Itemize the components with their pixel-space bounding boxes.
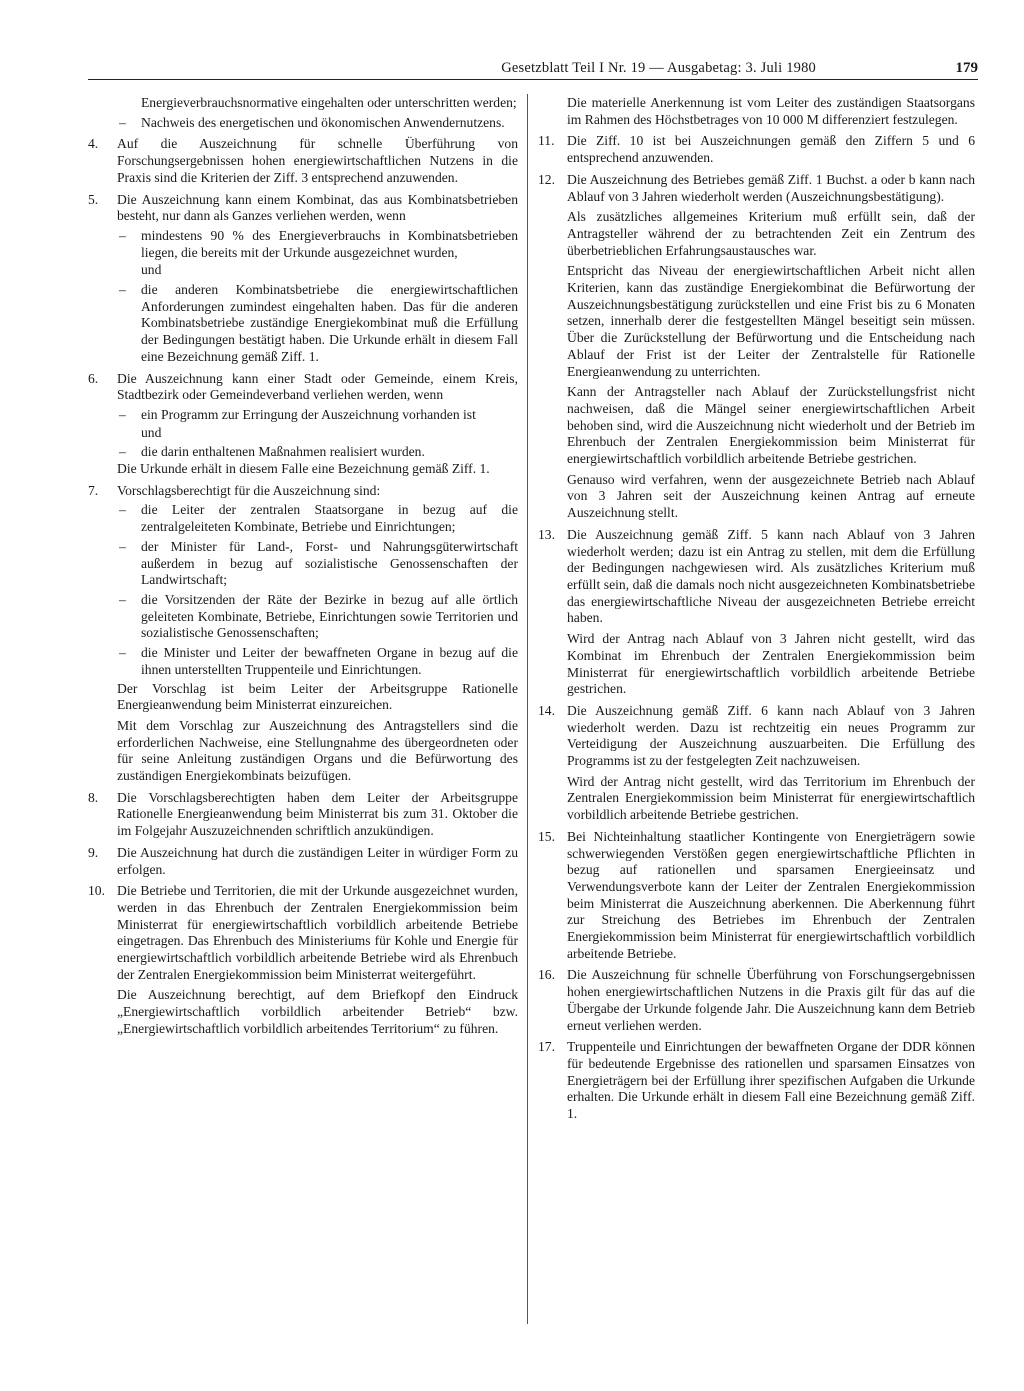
- item-text: Auf die Auszeichnung für schnelle Überführung von Forschungsergebnissen hohen energiewirtschaftlichen Nutzens in die Praxis sind die Kriterien der Ziff. 3 entsprechend anzuwenden.: [117, 136, 518, 185]
- item-number: 12.: [538, 171, 555, 187]
- item-number: 11.: [538, 133, 555, 149]
- item-text: Die Auszeichnung für schnelle Überführung von Forschungsergebnissen hohen energiewirtschaftlichen Nutzens in die Praxis gilt für das auf die Übergabe der Urkunde folgende Jahr. Die Auszeichnung kann dem Betrieb erneut verliehen werden.: [567, 967, 975, 1033]
- item-text: Die Betriebe und Territorien, die mit der Urkunde ausgezeichnet wurden, werden in das Ehrenbuch der Zentralen Energiekommission beim Ministerrat für energiewirtschaftlich vorbildlich arbeitende Betriebe eingetragen. Das Ehrenbuch des Ministeriums für Kohle und Energie für energiewirtschaftlich vorbildlich arbeitende Betriebe wird als Ehrenbuch der Zentralen Energiekommission beim Ministerrat weitergeführt.: [117, 883, 518, 982]
- section-item-13: [538, 527, 975, 698]
- section-item-9: [88, 845, 518, 878]
- item-number: 16.: [538, 967, 555, 983]
- section-item-7: [88, 483, 518, 785]
- item-text: Die Ziff. 10 ist bei Auszeichnungen gemäß den Ziffern 5 und 6 entsprechend anzuwenden.: [567, 133, 975, 166]
- section-item-12: [538, 172, 975, 522]
- item-number: 17.: [538, 1039, 555, 1055]
- continued-text: Energieverbrauchsnormative eingehalten oder unterschritten werden;: [141, 95, 517, 110]
- section-item-4: [88, 136, 518, 186]
- item-text: Die Auszeichnung gemäß Ziff. 5 kann nach Ablauf von 3 Jahren wiederholt werden; dazu ist ein Antrag zu stellen, mit dem die Erfüllung der Bedingungen nachgewiesen wird. Als zusätzliches Kriterium muß erfüllt sein, daß die damals noch nicht ausgezeichneten Kombinatsbetriebe das energiewirtschaftliche Niveau der ausgezeichneten Betriebe erreicht haben.: [567, 526, 975, 626]
- column-divider: [527, 94, 528, 1324]
- section-item-14: [538, 703, 975, 824]
- item-text: Die Urkunde erhält in diesem Falle eine Bezeichnung gemäß Ziff. 1.: [117, 461, 490, 477]
- item-text: Die Auszeichnung kann einem Kombinat, das aus Kombinatsbetrieben besteht, nur dann als Ganzes verliehen werden, wenn: [117, 191, 518, 224]
- conjunction: und: [141, 262, 162, 278]
- item-number: 10.: [88, 883, 105, 899]
- dash-item: – die anderen Kombinatsbetriebe die energiewirtschaftlichen Anforderungen zumindest eingehalten haben. Das für die anderen Kombinatsbetriebe zuständige Energiekombinat muß die Erfüllung der Bedingungen bestätigt haben. Die Urkunde erhält in diesem Fall eine Bezeichnung gemäß Ziff. 1.: [117, 282, 518, 366]
- item-text: Bei Nichteinhaltung staatlicher Kontingente von Energieträgern sowie schwerwiegenden Verstößen gegen energiewirtschaftliche Pflichten in bezug auf rationellen und sparsamen Energieeinsatz und Verwendungsverbote kann der Leiter der Zentralen Energiekommission beim Ministerrat die Auszeichnung aberkennen. Die Aberkennung führt zur Streichung des Betriebes im Ehrenbuch der Zentralen Energiekommission beim Ministerrat für energiewirtschaftlich vorbildlich arbeitende Betriebe.: [567, 828, 975, 961]
- item-text: Kann der Antragsteller nach Ablauf der Zurückstellungsfrist nicht nachweisen, daß die Mängel seiner energiewirtschaftlichen Arbeit behoben sind, wird die Auszeichnung nicht wiederholt und der Betrieb im Ehrenbuch der Zentralen Energiekommission beim Ministerrat für energiewirtschaftlich vorbildlich arbeitende Betriebe gestrichen.: [567, 384, 975, 467]
- dash-item: – die Minister und Leiter der bewaffneten Organe in bezug auf die ihnen unterstellten Truppenteile und Einrichtungen.: [117, 645, 518, 678]
- item-number: 6.: [88, 370, 99, 386]
- dash-item: – die Vorsitzenden der Räte der Bezirke in bezug auf alle örtlich geleiteten Kombinate, Betriebe, Einrichtungen sowie Territorien und sozialistische Genossenschaften;: [117, 592, 518, 642]
- item-text: Die Vorschlagsberechtigten haben dem Leiter der Arbeitsgruppe Rationelle Energieanwendung beim Ministerrat bis zum 31. Oktober die im Folgejahr Auszuzeichnenden schriftlich anzukündigen.: [117, 789, 518, 839]
- item-number: 8.: [88, 789, 99, 805]
- item-text: Mit dem Vorschlag zur Auszeichnung des Antragstellers sind die erforderlichen Nachweise, eine Stellungnahme des übergeordneten oder für seine Anleitung zuständigen Organs und die Befürwortung des zuständigen Energiekombinats beizufügen.: [117, 717, 518, 784]
- page-header: [88, 58, 978, 80]
- header-rule: [88, 79, 978, 80]
- page-title: Gesetzblatt Teil I Nr. 19 — Ausgabetag: 3. Juli 1980: [501, 60, 816, 76]
- item-number: 4.: [88, 136, 99, 152]
- item-number: 7.: [88, 482, 99, 498]
- item-number: 15.: [538, 828, 555, 844]
- left-column: [88, 95, 518, 1043]
- item-text: Vorschlagsberechtigt für die Auszeichnung sind:: [117, 482, 381, 498]
- item-text: Die Auszeichnung gemäß Ziff. 6 kann nach Ablauf von 3 Jahren wiederholt werden. Dazu ist rechtzeitig ein neues Programm zur Verteidigung der Auszeichnung auszuarbeiten. Die Erfüllung des Programms ist zu der festgelegten Zeit nachzuweisen.: [567, 702, 975, 769]
- continued-item: [88, 95, 518, 131]
- dash-item: – mindestens 90 % des Energieverbrauchs in Kombinatsbetrieben liegen, die bereits mit der Urkunde ausgezeichnet wurden,: [117, 228, 518, 261]
- item-number: 9.: [88, 844, 99, 860]
- section-item-6: [88, 371, 518, 478]
- item-number: 5.: [88, 191, 99, 207]
- item-text: Genauso wird verfahren, wenn der ausgezeichnete Betrieb nach Ablauf von 3 Jahren seit der Auszeichnung keinen Antrag auf erneute Auszeichnung stellt.: [567, 471, 975, 521]
- item-text: Die Auszeichnung berechtigt, auf dem Briefkopf den Eindruck „Energiewirtschaftlich vorbildlich arbeitender Betrieb“ bzw. „Energiewirtschaftlich vorbildlich arbeitendes Territorium“ zu führen.: [117, 987, 518, 1036]
- item-text: Truppenteile und Einrichtungen der bewaffneten Organe der DDR können für bedeutende Ergebnisse des rationellen und sparsamen Einsatzes von Energieträgern bei der Erfüllung ihrer spezifischen Aufgaben die Urkunde erhalten. Die Urkunde erhält in diesem Fall eine Bezeichnung gemäß Ziff. 1.: [567, 1039, 975, 1122]
- item-number: 13.: [538, 526, 555, 542]
- item-text: Wird der Antrag nach Ablauf von 3 Jahren nicht gestellt, wird das Kombinat im Ehrenbuch der Zentralen Energiekommission beim Ministerrat für energiewirtschaftlich vorbildlich arbeitende Betriebe gestrichen.: [567, 631, 975, 697]
- item-text: Die materielle Anerkennung ist vom Leiter des zuständigen Staatsorgans im Rahmen des Höchstbetrages von 10 000 M differenziert festzulegen.: [567, 95, 975, 127]
- dash-item: – ein Programm zur Erringung der Auszeichnung vorhanden ist: [117, 407, 518, 424]
- right-column: [538, 95, 975, 1128]
- dash-item: – die Leiter der zentralen Staatsorgane in bezug auf die zentralgeleiteten Kombinate, Betriebe und Einrichtungen;: [117, 502, 518, 535]
- section-item-16: [538, 967, 975, 1034]
- section-item-5: [88, 192, 518, 366]
- dash-item: – Nachweis des energetischen und ökonomischen Anwendernutzens.: [117, 115, 518, 132]
- item-text: Die Auszeichnung kann einer Stadt oder Gemeinde, einem Kreis, Stadtbezirk oder Gemeindeverband verliehen werden, wenn: [117, 370, 518, 403]
- item-text: Entspricht das Niveau der energiewirtschaftlichen Arbeit nicht allen Kriterien, kann das zuständige Energiekombinat die Befürwortung der Auszeichnungsbestätigung zurückstellen und eine Frist bis zu 6 Monaten setzen, innerhalb derer die festgestellten Mängel beseitigt sein müssen. Über die Zurückstellung der Befürwortung und die Entscheidung nach Ablauf der Frist ist der Leiter der Zentralstelle für Rationelle Energieanwendung zu unterrichten.: [567, 263, 975, 379]
- section-item-10: [88, 883, 518, 1037]
- section-item-11: [538, 133, 975, 166]
- section-item-17: [538, 1039, 975, 1123]
- item-text: Der Vorschlag ist beim Leiter der Arbeitsgruppe Rationelle Energieanwendung beim Ministerrat einzureichen.: [117, 680, 518, 713]
- item-text: Als zusätzliches allgemeines Kriterium muß erfüllt sein, daß der Antragsteller während der zu betrachtenden Zeit ein Zentrum des überbetrieblichen Erfahrungsaustausches war.: [567, 209, 975, 258]
- item-text: Die Auszeichnung hat durch die zuständigen Leiter in würdiger Form zu erfolgen.: [117, 844, 518, 877]
- item-number: 14.: [538, 702, 555, 718]
- page-number: 179: [955, 60, 978, 76]
- conjunction: und: [141, 424, 162, 440]
- item-text: Die Auszeichnung des Betriebes gemäß Ziff. 1 Buchst. a oder b kann nach Ablauf von 3 Jahren wiederholt werden (Auszeichnungsbestätigung).: [567, 171, 975, 204]
- section-item-8: [88, 790, 518, 840]
- item-text: Wird der Antrag nicht gestellt, wird das Territorium im Ehrenbuch der Zentralen Energiekommission beim Ministerrat für energiewirtschaftlich vorbildlich arbeitende Betriebe gestrichen.: [567, 773, 975, 823]
- section-item-15: [538, 829, 975, 963]
- continued-item-10: [538, 95, 975, 128]
- dash-item: – der Minister für Land-, Forst- und Nahrungsgüterwirtschaft außerdem in bezug auf sozialistische Genossenschaften der Landwirtschaft;: [117, 539, 518, 589]
- dash-item: – die darin enthaltenen Maßnahmen realisiert wurden.: [117, 444, 518, 461]
